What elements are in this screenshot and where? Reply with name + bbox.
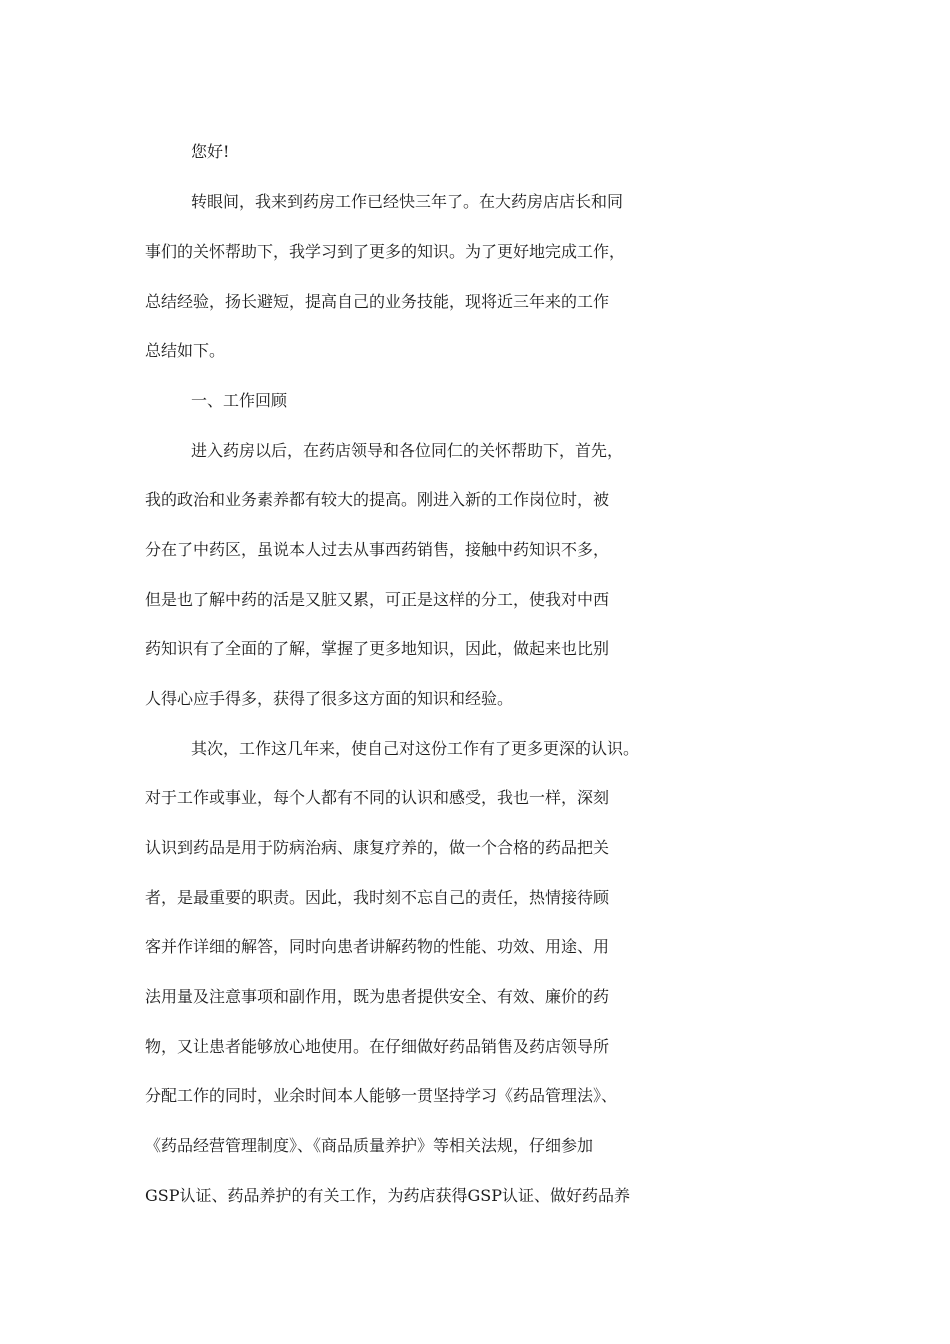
paragraph-3-line-5: 客并作详细的解答，同时向患者讲解药物的性能、功效、用途、用 (145, 937, 610, 956)
paragraph-3-line-1: 其次，工作这几年来，使自己对这份工作有了更多更深的认识。 (191, 739, 640, 758)
section-heading: 一、工作回顾 (191, 391, 288, 410)
paragraph-2-line-6: 人得心应手得多，获得了很多这方面的知识和经验。 (145, 689, 514, 708)
paragraph-3-line-7: 物，又让患者能够放心地使用。在仔细做好药品销售及药店领导所 (145, 1037, 610, 1056)
paragraph-2-line-4: 但是也了解中药的活是又脏又累，可正是这样的分工，使我对中西 (145, 590, 610, 609)
paragraph-2-line-2: 我的政治和业务素养都有较大的提高。刚进入新的工作岗位时，被 (145, 490, 610, 509)
paragraph-2-line-5: 药知识有了全面的了解，掌握了更多地知识，因此，做起来也比别 (145, 639, 610, 658)
paragraph-1-line-2: 事们的关怀帮助下，我学习到了更多的知识。为了更好地完成工作， (145, 242, 626, 261)
paragraph-3-line-10: GSP认证、药品养护的有关工作，为药店获得GSP认证、做好药品养 (145, 1186, 631, 1205)
paragraph-3-line-2: 对于工作或事业，每个人都有不同的认识和感受，我也一样，深刻 (145, 788, 610, 807)
paragraph-3-line-8: 分配工作的同时，业余时间本人能够一贯坚持学习《药品管理法》、 (145, 1086, 618, 1105)
paragraph-1-line-3: 总结经验，扬长避短，提高自己的业务技能，现将近三年来的工作 (145, 292, 610, 311)
paragraph-3-line-3: 认识到药品是用于防病治病、康复疗养的，做一个合格的药品把关 (145, 838, 610, 857)
greeting-line: 您好! (191, 142, 230, 161)
paragraph-2-line-1: 进入药房以后，在药店领导和各位同仁的关怀帮助下，首先， (191, 441, 624, 460)
paragraph-1-line-1: 转眼间，我来到药房工作已经快三年了。在大药房店店长和同 (191, 192, 624, 211)
paragraph-1-line-4: 总结如下。 (145, 341, 226, 360)
paragraph-3-line-9: 《药品经营管理制度》、《商品质量养护》等相关法规，仔细参加 (145, 1136, 594, 1155)
paragraph-3-line-4: 者，是最重要的职责。因此，我时刻不忘自己的责任，热情接待顾 (145, 888, 610, 907)
paragraph-3-line-6: 法用量及注意事项和副作用，既为患者提供安全、有效、廉价的药 (145, 987, 610, 1006)
paragraph-2-line-3: 分在了中药区，虽说本人过去从事西药销售，接触中药知识不多， (145, 540, 610, 559)
